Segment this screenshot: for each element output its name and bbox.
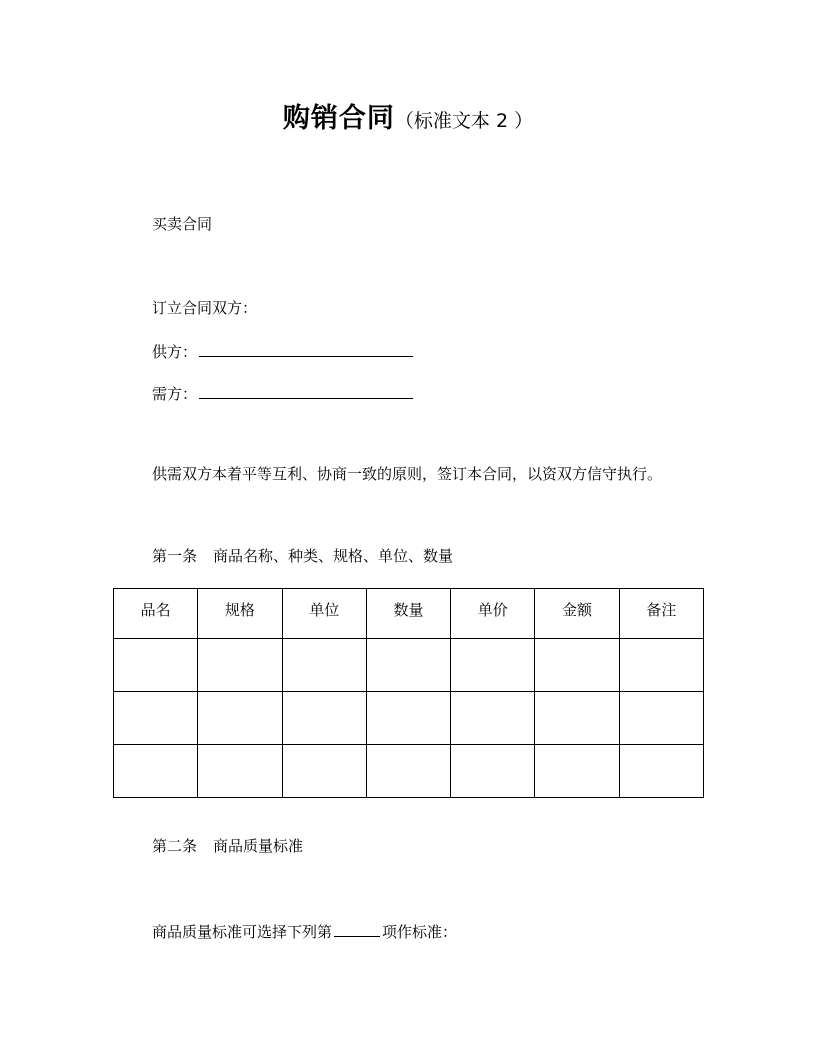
table-row bbox=[114, 745, 704, 798]
column-header-unit-price: 单价 bbox=[451, 589, 535, 639]
supplier-blank-field[interactable] bbox=[199, 340, 413, 357]
table-cell[interactable] bbox=[282, 639, 366, 692]
table-cell[interactable] bbox=[114, 692, 198, 745]
article-1-heading bbox=[152, 546, 453, 566]
buyer-blank-field[interactable] bbox=[199, 382, 413, 399]
table-cell[interactable] bbox=[451, 639, 535, 692]
table-row bbox=[114, 639, 704, 692]
supplier-line bbox=[152, 340, 413, 362]
quality-standard-text bbox=[152, 920, 457, 942]
article-2-heading bbox=[152, 836, 303, 856]
buyer-label: 需方： bbox=[152, 385, 198, 403]
column-header-quantity: 数量 bbox=[366, 589, 450, 639]
column-header-amount: 金额 bbox=[535, 589, 619, 639]
table-cell[interactable] bbox=[282, 745, 366, 798]
quality-text-after: 项作标准： bbox=[382, 923, 458, 941]
document-title bbox=[0, 96, 816, 135]
article-1-title: 商品名称、种类、规格、单位、数量 bbox=[213, 547, 454, 565]
goods-table bbox=[113, 588, 704, 798]
table-cell[interactable] bbox=[114, 745, 198, 798]
table-cell[interactable] bbox=[619, 639, 703, 692]
table-cell[interactable] bbox=[366, 692, 450, 745]
article-1-number: 第一条 bbox=[152, 547, 198, 565]
table-cell[interactable] bbox=[366, 639, 450, 692]
parties-label: 订立合同双方： bbox=[152, 299, 258, 317]
column-header-spec: 规格 bbox=[198, 589, 282, 639]
table-cell[interactable] bbox=[619, 692, 703, 745]
table-cell[interactable] bbox=[366, 745, 450, 798]
title-subtitle: （标准文本 2 ） bbox=[394, 110, 534, 132]
quality-item-blank-field[interactable] bbox=[334, 920, 380, 937]
contract-heading: 买卖合同 bbox=[152, 215, 213, 233]
table-header-row bbox=[114, 589, 704, 639]
article-2-number: 第二条 bbox=[152, 837, 198, 855]
column-header-name: 品名 bbox=[114, 589, 198, 639]
table-cell[interactable] bbox=[535, 745, 619, 798]
table-cell[interactable] bbox=[535, 639, 619, 692]
article-2-title: 商品质量标准 bbox=[213, 837, 304, 855]
table-cell[interactable] bbox=[451, 745, 535, 798]
table-cell[interactable] bbox=[535, 692, 619, 745]
table-cell[interactable] bbox=[198, 692, 282, 745]
buyer-line bbox=[152, 382, 413, 404]
table-cell[interactable] bbox=[114, 639, 198, 692]
table-cell[interactable] bbox=[619, 745, 703, 798]
title-main: 购销合同 bbox=[282, 103, 395, 134]
table-cell[interactable] bbox=[451, 692, 535, 745]
table-row bbox=[114, 692, 704, 745]
table-cell[interactable] bbox=[198, 745, 282, 798]
column-header-unit: 单位 bbox=[282, 589, 366, 639]
supplier-label: 供方： bbox=[152, 343, 198, 361]
table-cell[interactable] bbox=[198, 639, 282, 692]
table-cell[interactable] bbox=[282, 692, 366, 745]
preamble-text: 供需双方本着平等互利、协商一致的原则，签订本合同，以资双方信守执行。 bbox=[152, 465, 663, 483]
column-header-remarks: 备注 bbox=[619, 589, 703, 639]
quality-text-before: 商品质量标准可选择下列第 bbox=[152, 923, 333, 941]
